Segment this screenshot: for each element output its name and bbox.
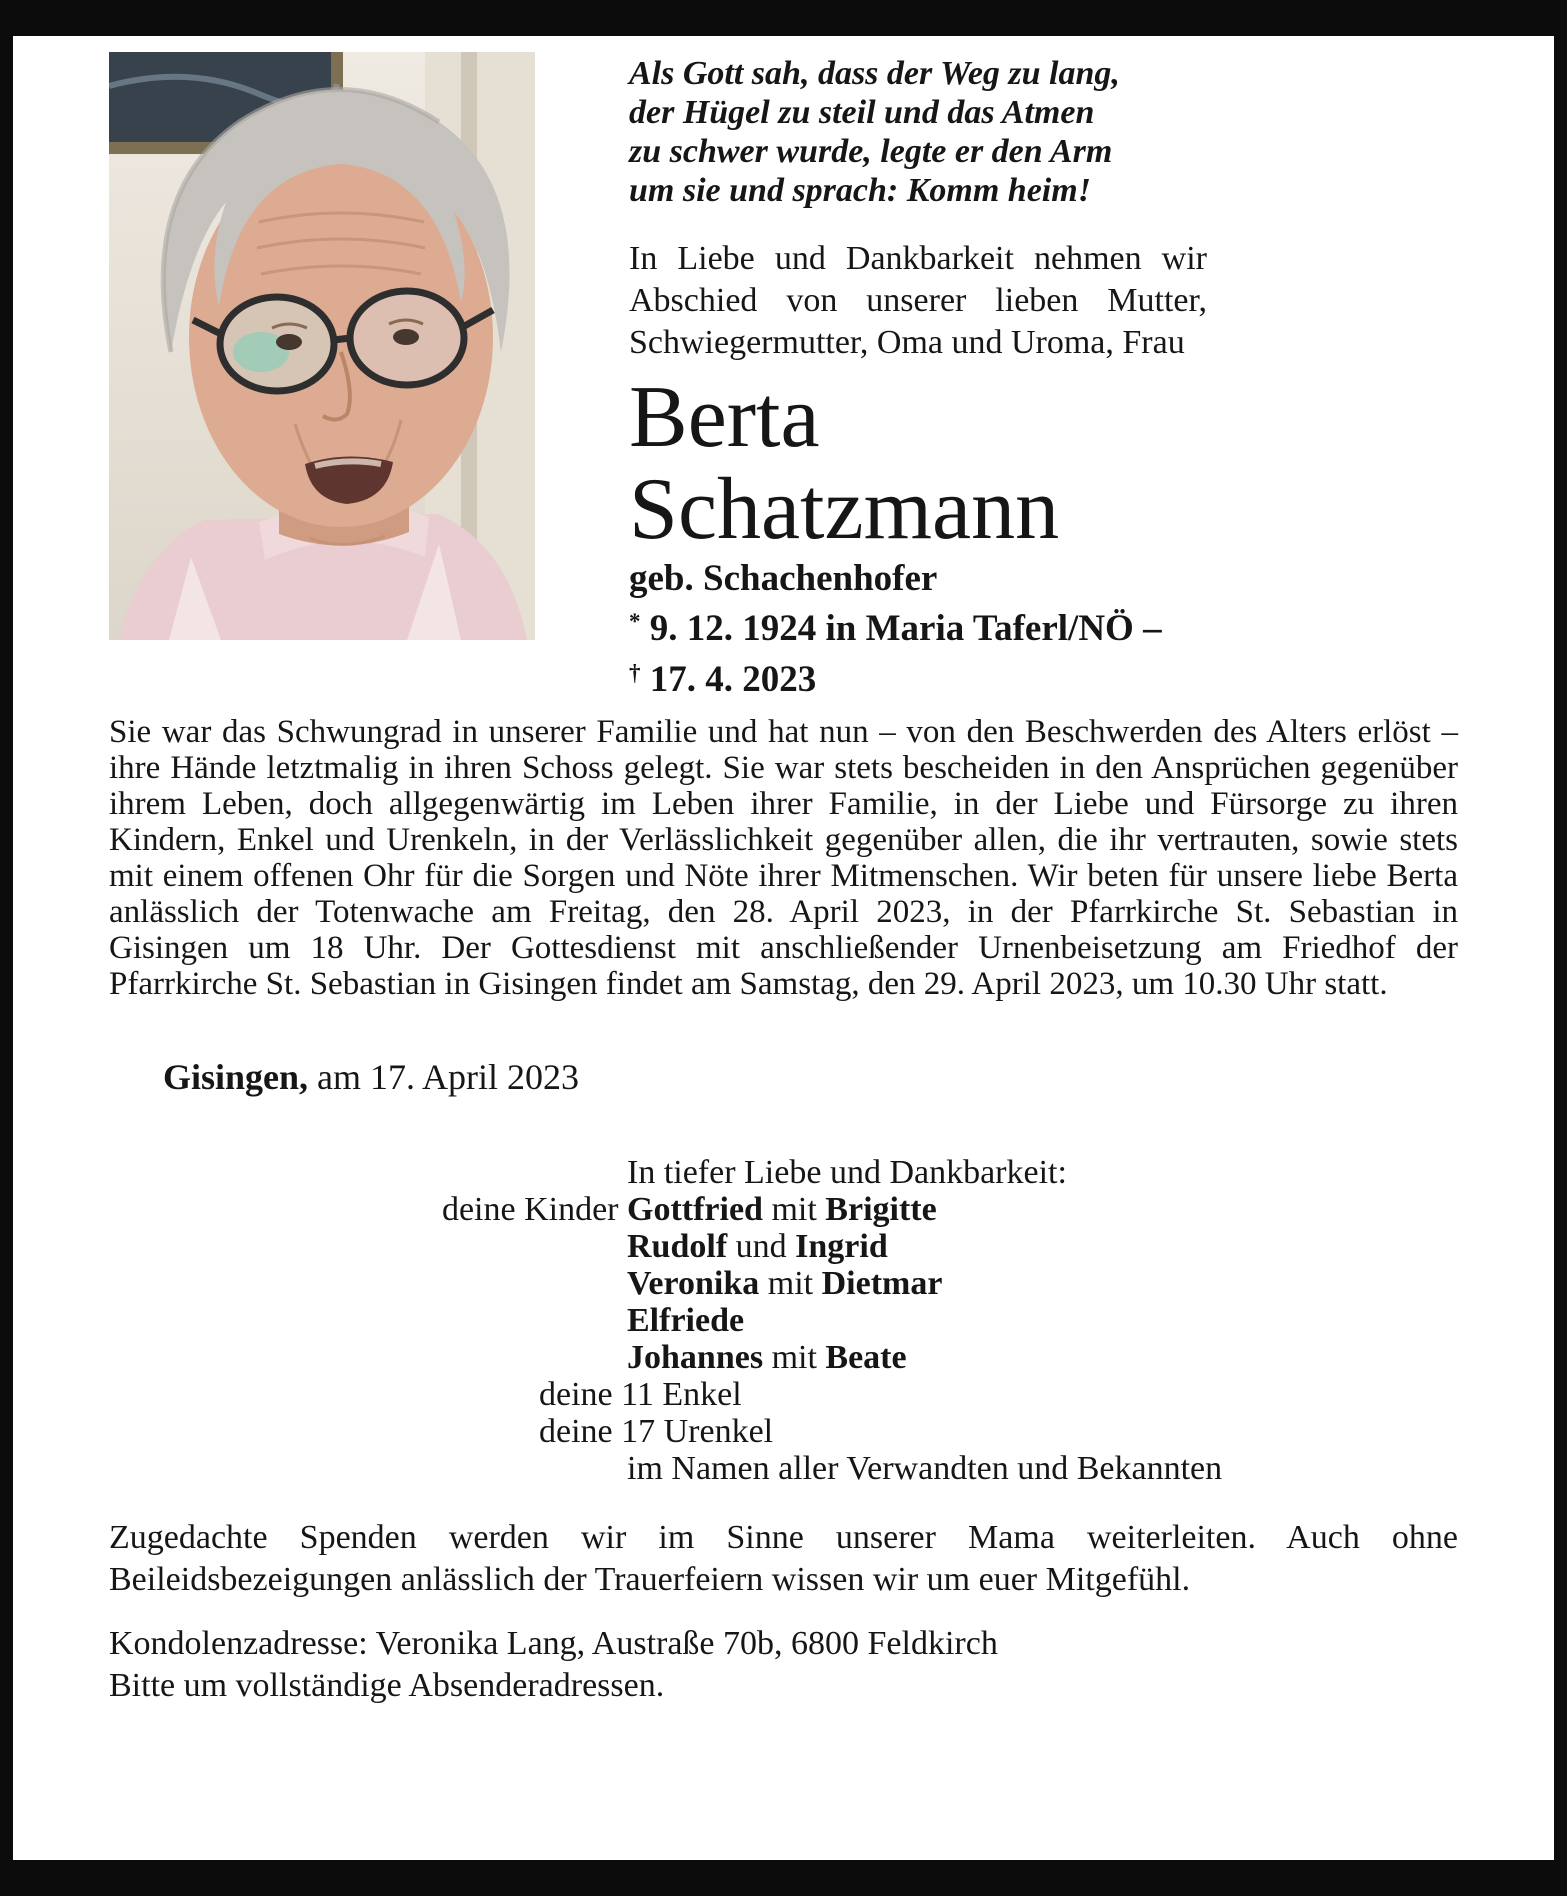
verse-line: Als Gott sah, dass der Weg zu lang,	[629, 55, 1120, 92]
children-label-spacer	[109, 1228, 627, 1265]
death-line	[629, 651, 1207, 702]
signature-block	[109, 1154, 1458, 1487]
children-label-spacer	[109, 1265, 627, 1302]
connector: mit	[762, 1191, 826, 1228]
child-name: Johannes	[627, 1339, 764, 1376]
signature-row	[109, 1339, 1458, 1376]
partner-name: Brigitte	[825, 1191, 937, 1228]
header-section	[109, 52, 1458, 702]
death-date: 17. 4. 2023	[640, 659, 817, 700]
connector: mit	[759, 1265, 822, 1302]
child-name: Gottfried	[627, 1191, 763, 1228]
signature-row	[109, 1302, 1458, 1339]
header-text-column	[629, 52, 1207, 702]
deceased-last-name: Schatzmann	[629, 461, 1060, 558]
portrait-illustration	[109, 52, 535, 640]
donation-note: Zugedachte Spenden werden wir im Sinne unserer Mama weiterleiten. Auch ohne Beileidsbezeigungen anlässlich der Trauerfeiern wissen wir um euer Mitgefühl.	[109, 1519, 1458, 1598]
dateline-place: Gisingen,	[163, 1057, 309, 1097]
connector: mit	[763, 1339, 826, 1376]
maiden-name: geb. Schachenhofer	[629, 558, 938, 599]
signature-names	[627, 1191, 937, 1228]
life-dates	[629, 600, 1207, 702]
verse-line: um sie und sprach: Komm heim!	[629, 172, 1091, 209]
condolence-address: Kondolenzadresse: Veronika Lang, Austraße 70b, 6800 Feldkirch	[109, 1625, 998, 1662]
partner-name: Ingrid	[795, 1228, 888, 1265]
verse-line: der Hügel zu steil und das Atmen	[629, 94, 1095, 131]
signature-row	[109, 1228, 1458, 1265]
connector: und	[727, 1228, 796, 1265]
grandchildren-line: deine 11 Enkel	[539, 1376, 742, 1413]
signature-names	[627, 1228, 888, 1265]
children-label-spacer	[109, 1339, 627, 1376]
card-sheet	[13, 36, 1554, 1860]
signature-names	[627, 1265, 942, 1302]
verse-line: zu schwer wurde, legte er den Arm	[629, 133, 1113, 170]
obituary-text: Sie war das Schwungrad in unserer Familie und hat nun – von den Beschwerden des Alters erlöst – ihre Hände letztmalig in ihren Schoss gelegt. Sie war stets bescheiden in den Ansprüchen gegenüber ihrem Leben, doch allgegenwärtig im Leben ihrer Familie, in der Liebe und Fürsorge zu ihren Kindern, Enkel und Urenkeln, in der Verlässlichkeit gegenüber allen, die ihr vertrauten, sowie stets mit einem offenen Ohr für die Sorgen und Nöte ihrer Mitmenschen. Wir beten für unsere liebe Berta anlässlich der Totenwache am Freitag, den 28. April 2023, in der Pfarrkirche St. Sebastian in Gisingen um 18 Uhr. Der Gottesdienst mit anschließender Urnenbeisetzung am Friedhof der Pfarrkirche St. Sebastian in Gisingen findet am Samstag, den 29. April 2023, um 10.30 Uhr statt.	[109, 714, 1458, 1002]
birth-line	[629, 600, 1207, 651]
deceased-first-name: Berta	[629, 369, 820, 466]
opening-verse	[629, 54, 1207, 210]
death-symbol: †	[629, 660, 641, 685]
signature-names	[627, 1339, 907, 1376]
deceased-name	[629, 369, 1207, 558]
relatives-line: im Namen aller Verwandten und Bekannten	[627, 1450, 1223, 1487]
partner-name: Dietmar	[821, 1265, 943, 1302]
dateline	[109, 1014, 1458, 1140]
dateline-date: am 17. April 2023	[308, 1057, 580, 1097]
portrait-photo	[109, 52, 535, 640]
sender-note: Bitte um vollständige Absenderadressen.	[109, 1667, 665, 1704]
child-name: Elfriede	[627, 1302, 745, 1339]
signature-row	[109, 1191, 1458, 1228]
intro-paragraph: In Liebe und Dankbarkeit nehmen wir Abschied von unserer lieben Mutter, Schwiegermutter, Oma und Uroma, Frau	[629, 240, 1207, 361]
closing-line: In tiefer Liebe und Dankbarkeit:	[627, 1154, 1067, 1191]
signature-names	[627, 1302, 744, 1339]
birth-symbol: *	[629, 609, 641, 634]
children-label: deine Kinder	[441, 1191, 627, 1228]
signature-row	[109, 1265, 1458, 1302]
child-name: Veronika	[627, 1265, 760, 1302]
great-grandchildren-line: deine 17 Urenkel	[539, 1413, 774, 1450]
condolence-block	[109, 1623, 1458, 1707]
partner-name: Beate	[825, 1339, 907, 1376]
children-label-spacer	[109, 1302, 627, 1339]
birth-date: 9. 12. 1924 in Maria Taferl/NÖ –	[640, 608, 1162, 649]
child-name: Rudolf	[627, 1228, 728, 1265]
